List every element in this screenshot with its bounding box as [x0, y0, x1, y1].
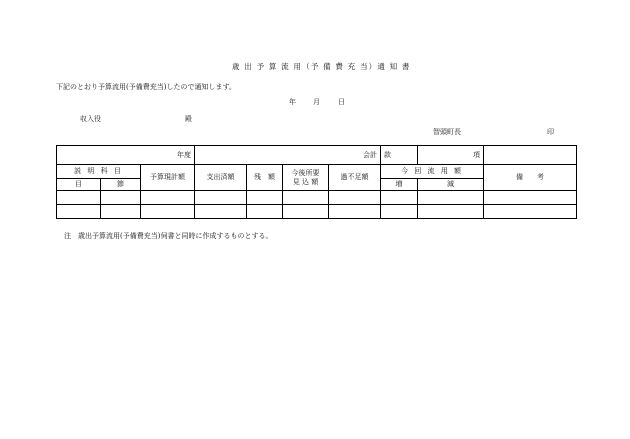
date-month-label: 月 — [313, 98, 320, 106]
remaining-cell[interactable] — [247, 205, 283, 219]
fiscal-year-label: 年度 — [57, 146, 195, 165]
decrease-cell[interactable] — [418, 191, 484, 205]
kou-value-cell[interactable] — [484, 146, 577, 165]
setsu-cell[interactable] — [101, 205, 141, 219]
explanation-subject-header: 説 明 科 目 — [57, 165, 141, 179]
surplus-deficit-cell[interactable] — [329, 191, 381, 205]
decrease-cell[interactable] — [418, 205, 484, 219]
moku-cell[interactable] — [57, 205, 101, 219]
surplus-deficit-header: 過不足額 — [329, 165, 381, 191]
addressee-honorific: 殿 — [185, 115, 192, 123]
spent-cell[interactable] — [195, 191, 247, 205]
document-title: 歳 出 予 算 流 用（予 備 費 充 当）通 知 書 — [232, 62, 411, 71]
date-year-label: 年 — [289, 98, 296, 106]
header-row-1 — [57, 146, 577, 165]
moku-cell[interactable] — [57, 191, 101, 205]
remaining-header: 残 額 — [247, 165, 283, 191]
sender-seal: 印 — [547, 128, 554, 136]
remarks-cell[interactable] — [484, 191, 577, 205]
intro-text: 下記のとおり予算流用(予備費充当)したので通知します。 — [56, 83, 236, 91]
kan-label: 款 — [381, 146, 418, 165]
kou-label: 項 — [418, 146, 484, 165]
future-required-header — [283, 165, 329, 191]
increase-cell[interactable] — [381, 205, 418, 219]
addressee-name: 収入役 — [80, 115, 101, 123]
table-row — [57, 205, 577, 219]
this-transfer-header: 今 回 流 用 額 — [381, 165, 484, 179]
remarks-header: 備 考 — [484, 165, 577, 191]
header-row-2 — [57, 165, 577, 179]
footnote: 注 歳出予算流用(予備費充当)伺書と同時に作成するものとする。 — [64, 232, 273, 240]
budget-current-cell[interactable] — [141, 191, 195, 205]
table-row — [57, 191, 577, 205]
spent-cell[interactable] — [195, 205, 247, 219]
future-required-line2: 見 込 額 — [292, 177, 319, 186]
budget-current-header: 予算現計額 — [141, 165, 195, 191]
budget-current-cell[interactable] — [141, 205, 195, 219]
remarks-cell[interactable] — [484, 205, 577, 219]
future-required-cell[interactable] — [283, 205, 329, 219]
account-label: 会計 — [195, 146, 381, 165]
setsu-header: 節 — [101, 179, 141, 191]
spent-header: 支出済額 — [195, 165, 247, 191]
budget-transfer-table — [56, 145, 577, 219]
date-day-label: 日 — [338, 98, 345, 106]
sender-name: 智頭町長 — [433, 128, 461, 136]
future-required-line1: 今後所要 — [291, 168, 320, 177]
increase-cell[interactable] — [381, 191, 418, 205]
moku-header: 目 — [57, 179, 101, 191]
increase-header: 増 — [381, 179, 418, 191]
decrease-header: 減 — [418, 179, 484, 191]
remaining-cell[interactable] — [247, 191, 283, 205]
future-required-cell[interactable] — [283, 191, 329, 205]
setsu-cell[interactable] — [101, 191, 141, 205]
surplus-deficit-cell[interactable] — [329, 205, 381, 219]
